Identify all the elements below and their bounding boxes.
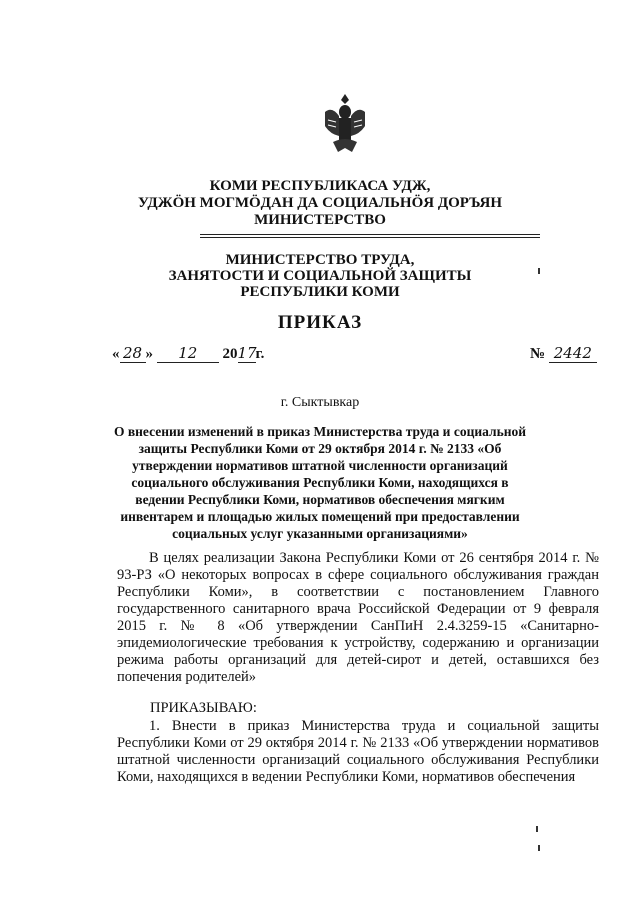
header-ministry-line2: ЗАНЯТОСТИ И СОЦИАЛЬНОЙ ЗАЩИТЫ [168, 268, 472, 284]
date-open-quote: « [112, 346, 120, 362]
date-month: 12 [157, 344, 219, 363]
document-number [530, 344, 597, 363]
preamble-paragraph: В целях реализации Закона Республики Коми от 26 сентября 2014 г. № 93-РЗ «О некоторых вопросах в сфере социального обслуживания граждан Республики Коми», в соответствии с постановлением Главного государственного санитарного врача Российской Федерации от 9 февраля 2015 г. № 8 «Об утверждении СанПиН 2.4.3259-15 «Санитарно-эпидемиологические требования к устройству, содержанию и организации режима работы организаций для детей-сирот и детей, оставшихся без попечения родителей» [117, 550, 599, 685]
date-day: 28 [120, 344, 146, 363]
scan-speck [538, 845, 540, 851]
komi-coat-of-arms-icon [322, 92, 368, 158]
header-komi-line3: МИНИСТЕРСТВО [254, 212, 386, 228]
date-year-prefix: 20 [222, 346, 238, 362]
number-label: № [530, 346, 546, 362]
header-divider-second [200, 237, 540, 238]
date-close-quote: » [145, 346, 153, 362]
header-ministry-line1: МИНИСТЕРСТВО ТРУДА, [225, 252, 415, 268]
order-item-1: 1. Внести в приказ Министерства труда и социальной защиты Республики Коми от 29 октября 2014 г. № 2133 «Об утверждении нормативов штатной численности организаций социального обслуживания Республики Коми, находящихся в ведении Республики Коми, нормативов обеспечения [117, 718, 599, 785]
document-subject: О внесении изменений в приказ Министерства труда и социальной защиты Республики Коми от 29 октября 2014 г. № 2133 «Об утверждении нормативов штатной численности организаций социального обслуживания Республики Коми, находящихся в ведении Республики Коми, нормативов обеспечения мягким инвентарем и площадью жилых помещений при предоставлении социальных услуг указанными организациями» [113, 424, 527, 541]
scan-speck [536, 826, 538, 832]
header-divider [200, 234, 540, 235]
header-komi-line2: УДЖӦН МОГМӦДАН ДА СОЦИАЛЬНӦЯ ДОРЪЯН [137, 195, 503, 211]
order-heading: ПРИКАЗЫВАЮ: [150, 700, 257, 716]
date-year-mark: г. [255, 346, 265, 362]
header-ministry-line3: РЕСПУБЛИКИ КОМИ [240, 284, 400, 300]
header-komi-line1: КОМИ РЕСПУБЛИКАСА УДЖ, [209, 178, 431, 194]
date-year-suffix: 17 [237, 344, 257, 362]
document-date [112, 344, 264, 363]
scan-speck [538, 268, 540, 274]
number-value: 2442 [549, 344, 597, 363]
document-type-title: ПРИКАЗ [277, 312, 363, 333]
city-line: г. Сыктывкар [280, 395, 360, 410]
